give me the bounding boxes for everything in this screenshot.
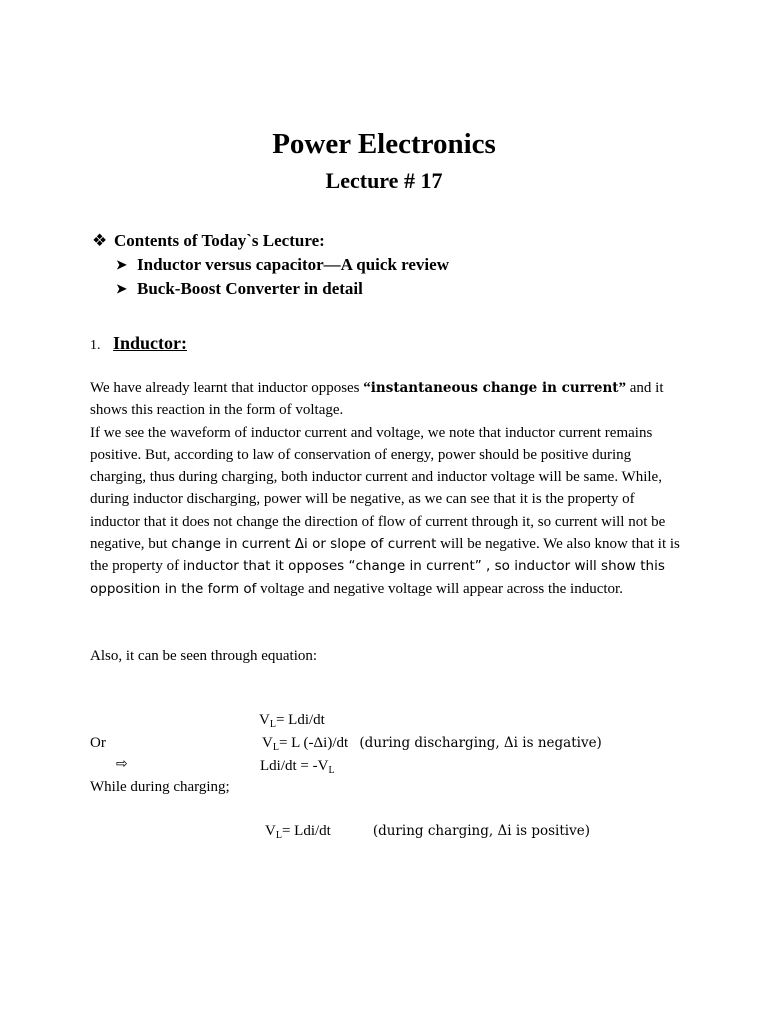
eq-lhs: Ldi/dt = -V [260,758,329,774]
paragraph-text: If we see the waveform of inductor current and voltage, we note that inductor current remains positive. But, according to law of conservation of energy, power should be positive during charging, thus during charging, both inductor current and inductor voltage will be same. While, during inductor discharging, power will be negative, as we can see that it is the property of inductor that it does not change the direction of flow of current through it, so current will not be negative, but [90,424,666,553]
eq-subscript: L [328,765,335,776]
equation-discharging [262,735,602,753]
eq-rhs: = Ldi/dt [275,712,325,728]
eq-subscript: L [275,830,282,841]
equation-vl [259,712,325,730]
contents-item-text: Inductor versus capacitor—A quick review [137,255,449,274]
eq-symbol: V [262,735,273,751]
eq-subscript: L [269,719,276,730]
quote-mark: “ [363,380,371,396]
paragraph-text: change in current Δi or slope of current [171,536,437,553]
or-label: Or [90,735,106,751]
equation-slope [260,758,335,776]
eq-rhs: = L (-Δi)/dt [278,735,349,751]
eq-symbol: V [259,712,270,728]
inductor-paragraph [90,377,680,600]
eq-note: (during charging, Δi is positive) [372,823,591,839]
emphasized-phrase: instantaneous change in current [370,380,619,396]
paragraph-text: and it shows this reaction in the form of voltage. [90,380,664,419]
contents-heading-text: Contents of Today`s Lecture: [114,231,325,250]
page-title: Power Electronics [272,128,496,160]
section-number: 1. [90,338,101,353]
equation-intro: Also, it can be seen through equation: [90,648,318,664]
contents-heading [92,231,325,251]
section-heading [90,333,187,354]
eq-subscript: L [272,742,279,753]
eq-note: (during discharging, Δi is negative) [359,735,602,751]
quote-mark: ” [618,380,627,396]
arrowhead-bullet-icon: ➤ [116,257,127,272]
contents-item-text: Buck-Boost Converter in detail [137,279,363,298]
section-title: Inductor: [113,333,188,353]
eq-symbol: V [265,823,276,839]
implies-arrow-icon: ⇨ [116,756,128,772]
equation-charging [265,823,590,841]
contents-item [116,279,363,299]
eq-rhs: = Ldi/dt [281,823,331,839]
arrowhead-bullet-icon: ➤ [116,281,127,296]
contents-item [116,255,449,275]
lecture-number: Lecture # 17 [325,168,443,193]
paragraph-text: We have already learnt that inductor opposes [90,380,364,396]
paragraph-text: will be negative. We also know that it is the property of [90,536,680,575]
charging-label: While during charging; [90,779,230,795]
paragraph-text: voltage and negative voltage will appear across the inductor. [256,580,623,597]
paragraph-text: inductor that it opposes “change in current” , so inductor will show this opposition in the form of [90,558,665,597]
diamond-bullet-icon: ❖ [92,231,108,250]
